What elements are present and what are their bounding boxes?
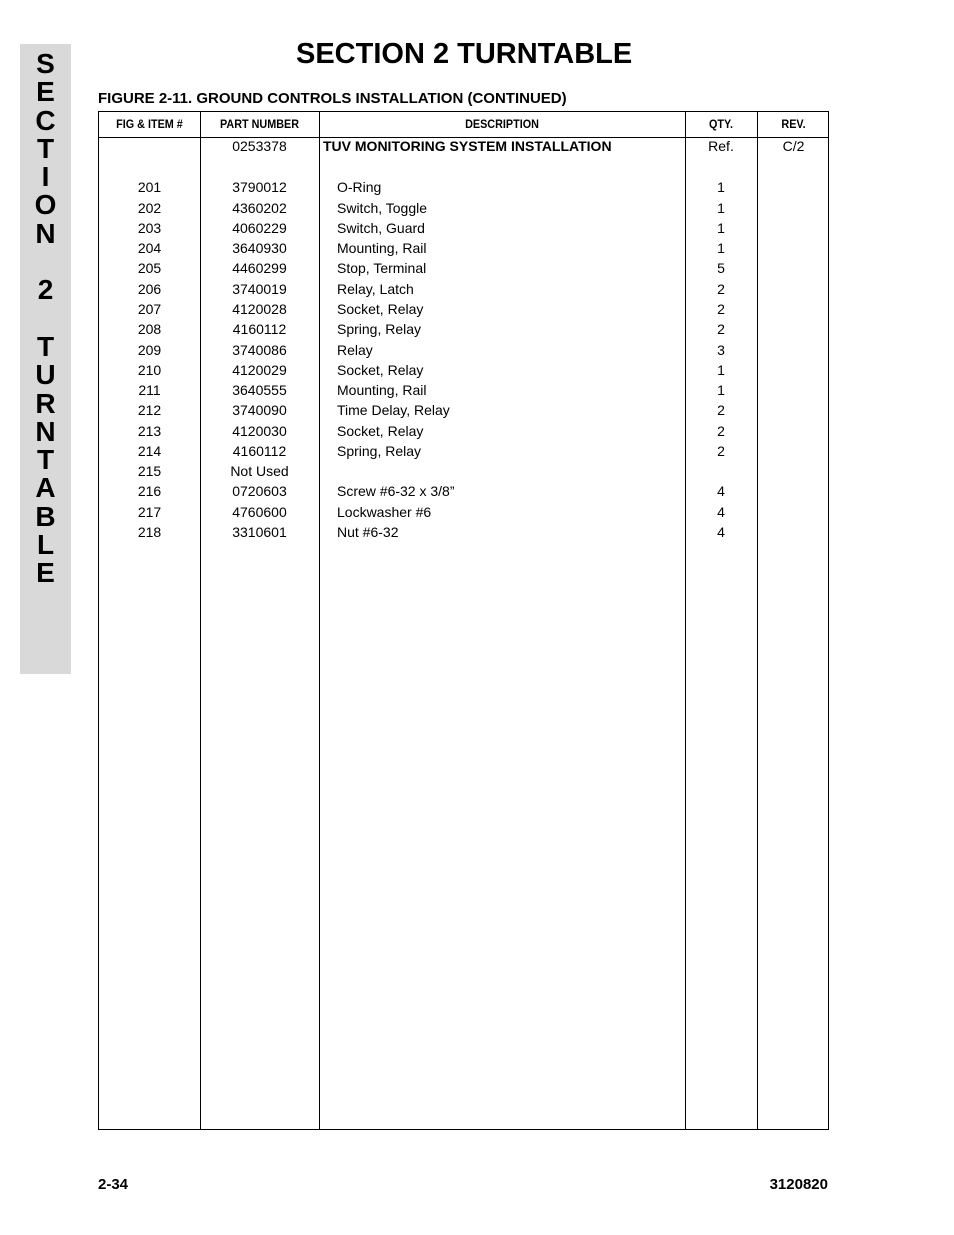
rev-cell [757,461,830,481]
side-tab-letter: N [35,217,56,249]
side-tab-letter: I [41,161,50,193]
rev-cell [757,502,830,522]
qty-cell: 2 [717,443,725,459]
description-cell: Stop, Terminal [337,260,427,276]
description-cell: O-Ring [337,179,382,195]
fig-item-cell: 202 [137,200,162,216]
part-number-cell: 4060229 [232,220,287,236]
header-rev: REV. [781,117,806,131]
fig-item-cell: 206 [137,281,162,297]
description-cell: Relay [337,342,373,358]
table-row [99,481,828,501]
qty-cell: 1 [717,362,725,378]
fig-item-cell: 211 [138,382,161,398]
qty-cell: 1 [717,200,725,216]
table-row [99,319,828,339]
rev-cell [757,319,830,339]
fig-item-cell: 203 [137,220,162,236]
fig-item-cell: 213 [137,423,162,439]
qty-cell: 3 [717,342,725,358]
rev-cell [757,238,830,258]
rev-cell [757,522,830,542]
qty-cell: 1 [717,240,725,256]
part-number-cell: 0720603 [232,483,287,499]
part-number-cell: 0253378 [232,138,287,154]
description-cell: Nut #6-32 [337,524,399,540]
rev-cell: C/2 [782,138,805,154]
description-cell: Socket, Relay [337,362,424,378]
description-cell: Lockwasher #6 [337,504,432,520]
table-row [99,238,828,258]
fig-item-cell: 217 [137,504,162,520]
side-tab-letter: U [35,359,56,391]
part-number-cell: 3310601 [232,524,287,540]
parts-table [98,111,829,1130]
page-title: SECTION 2 TURNTABLE [296,38,633,70]
header-part-number: PART NUMBER [219,117,300,131]
part-number-cell: 4120029 [232,362,287,378]
side-tab-letter: B [35,500,56,532]
side-tab-letter: T [36,444,55,476]
part-number-cell: 4360202 [232,200,287,216]
header-fig-item: FIG & ITEM # [116,117,183,131]
description-cell [337,461,677,481]
rev-cell [757,279,830,299]
fig-item-cell: 205 [137,260,162,276]
fig-item-cell: 210 [137,362,162,378]
side-tab-letter: 2 [37,274,54,306]
part-number-cell: 4120030 [232,423,287,439]
side-tab-letter: A [35,472,56,504]
rev-cell [757,421,830,441]
side-tab-letter: R [35,387,56,419]
rev-cell [757,380,830,400]
part-number-cell: 3640555 [232,382,287,398]
fig-item-cell: 212 [137,402,162,418]
description-cell: Spring, Relay [337,443,422,459]
side-tab-letter: S [36,48,55,79]
figure-title: FIGURE 2-11. GROUND CONTROLS INSTALLATION (CONTINUED) [98,90,567,107]
table-row [99,198,828,218]
description-cell: Switch, Guard [337,220,425,236]
side-tab-letter: E [36,76,55,108]
rev-cell [757,198,830,218]
fig-item-cell: 216 [137,483,162,499]
page-number: 2-34 [98,1176,129,1193]
side-tab-letter: C [35,104,56,136]
table-row [99,461,828,481]
table-row [99,360,828,380]
table-row [99,400,828,420]
rev-cell [757,177,830,197]
description-cell: Socket, Relay [337,301,424,317]
description-cell: Screw #6-32 x 3/8” [337,483,455,499]
fig-item-cell: 214 [137,443,162,459]
table-row [99,441,828,461]
fig-item-cell [99,136,200,156]
side-tab-letter: T [36,330,55,362]
qty-cell: 4 [717,524,725,540]
description-cell: Time Delay, Relay [337,402,450,418]
rev-cell [757,481,830,501]
description-cell: Mounting, Rail [337,382,427,398]
part-number-cell: Not Used [230,463,289,479]
document-number: 3120820 [769,1176,828,1193]
side-tab-letter: N [35,415,56,447]
qty-cell [685,461,757,481]
fig-item-cell: 208 [137,321,162,337]
side-tab-letter: L [36,529,55,561]
qty-cell: 4 [717,483,725,499]
qty-cell: 1 [717,382,725,398]
side-tab-letter: T [36,132,55,164]
rev-cell [757,340,830,360]
part-number-cell: 4460299 [232,260,287,276]
fig-item-cell: 207 [137,301,162,317]
qty-cell: 5 [717,260,725,276]
table-row [99,421,828,441]
part-number-cell: 4120028 [232,301,287,317]
rev-cell [757,299,830,319]
table-row [99,299,828,319]
description-cell: TUV MONITORING SYSTEM INSTALLATION [323,138,612,154]
fig-item-cell: 204 [137,240,162,256]
rev-cell [757,218,830,238]
qty-cell: 2 [717,423,725,439]
rev-cell [757,258,830,278]
part-number-cell: 4760600 [232,504,287,520]
rev-cell [757,441,830,461]
qty-cell: 2 [717,281,725,297]
description-cell: Switch, Toggle [337,200,428,216]
side-tab-letter: O [34,189,57,221]
table-row [99,502,828,522]
description-cell: Mounting, Rail [337,240,427,256]
header-description: DESCRIPTION [465,117,539,131]
fig-item-cell: 215 [137,463,162,479]
qty-cell: 4 [717,504,725,520]
rev-cell [757,360,830,380]
table-row [99,522,828,542]
fig-item-cell: 218 [137,524,162,540]
table-row [99,177,828,197]
description-cell: Spring, Relay [337,321,422,337]
part-number-cell: 3640930 [232,240,287,256]
fig-item-cell: 201 [137,179,162,195]
table-row [99,258,828,278]
part-number-cell: 3740090 [232,402,287,418]
part-number-cell: 4160112 [232,321,287,337]
part-number-cell: 3740086 [232,342,287,358]
qty-cell: 1 [717,220,725,236]
section-side-tab-text [20,50,71,588]
table-row [99,340,828,360]
side-tab-letter: E [36,557,55,589]
fig-item-cell: 209 [137,342,162,358]
qty-cell: 2 [717,321,725,337]
header-qty: QTY. [708,117,733,131]
table-row [99,136,828,156]
part-number-cell: 3790012 [232,179,287,195]
table-row [99,279,828,299]
table-row [99,380,828,400]
qty-cell: 2 [717,301,725,317]
description-cell: Socket, Relay [337,423,424,439]
qty-cell: 1 [717,179,725,195]
qty-cell: Ref. [708,138,734,154]
description-cell: Relay, Latch [337,281,414,297]
table-row [99,218,828,238]
part-number-cell: 4160112 [232,443,287,459]
rev-cell [757,400,830,420]
qty-cell: 2 [717,402,725,418]
part-number-cell: 3740019 [232,281,287,297]
